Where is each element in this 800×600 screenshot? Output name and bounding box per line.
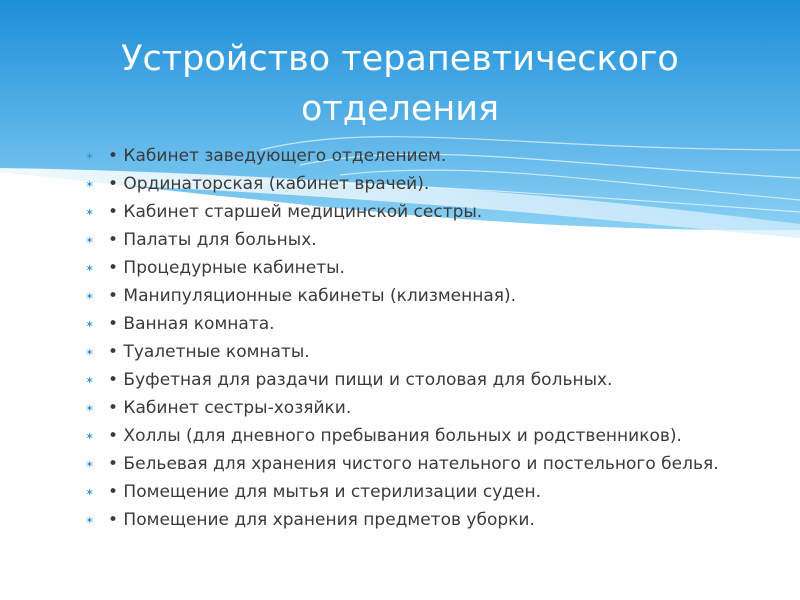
- list-item-text: • Ванная комната.: [108, 314, 275, 334]
- list-item-text: • Манипуляционные кабинеты (клизменная).: [108, 286, 517, 306]
- star-icon: ✶: [85, 206, 95, 219]
- list-item-text: • Кабинет старшей медицинской сестры.: [108, 202, 483, 222]
- star-icon: ✶: [85, 178, 95, 191]
- list-item: [82, 424, 762, 449]
- star-icon: ✶: [85, 262, 95, 275]
- list-item: [82, 312, 762, 337]
- list-item-text: • Палаты для больных.: [108, 230, 317, 250]
- star-icon: ✶: [85, 430, 95, 443]
- list-item-text: • Процедурные кабинеты.: [108, 258, 345, 278]
- star-icon: ✶: [85, 486, 95, 499]
- list-item: [82, 340, 762, 365]
- bullet-list: [82, 144, 762, 536]
- list-item: [82, 452, 762, 477]
- star-icon: ✶: [85, 458, 95, 471]
- list-item: [82, 200, 762, 225]
- star-icon: ✶: [85, 290, 95, 303]
- list-item-text: • Кабинет сестры-хозяйки.: [108, 398, 352, 418]
- list-item: [82, 480, 762, 505]
- star-icon: ✶: [85, 150, 95, 163]
- list-item: [82, 368, 762, 393]
- star-icon: ✶: [85, 318, 95, 331]
- list-item-text: • Помещение для мытья и стерилизации суден.: [108, 482, 542, 502]
- star-icon: ✶: [85, 234, 95, 247]
- list-item: [82, 172, 762, 197]
- list-item: [82, 508, 762, 533]
- star-icon: ✶: [85, 402, 95, 415]
- slide-title: Устройство терапевтического отделения: [121, 39, 679, 129]
- list-item-text: • Ординаторская (кабинет врачей).: [108, 174, 430, 194]
- list-item-text: • Холлы (для дневного пребывания больных и родственников).: [108, 426, 682, 446]
- list-item: [82, 284, 762, 309]
- list-item-text: • Буфетная для раздачи пищи и столовая для больных.: [108, 370, 613, 390]
- list-item: [82, 256, 762, 281]
- list-item-text: • Помещение для хранения предметов уборки.: [108, 510, 535, 530]
- star-icon: ✶: [85, 374, 95, 387]
- list-item: [82, 144, 762, 169]
- list-item-text: • Кабинет заведующего отделением.: [108, 146, 447, 166]
- list-item: [82, 228, 762, 253]
- star-icon: ✶: [85, 514, 95, 527]
- star-icon: ✶: [85, 346, 95, 359]
- list-item-text: • Туалетные комнаты.: [108, 342, 310, 362]
- list-item: [82, 396, 762, 421]
- list-item-text: • Бельевая для хранения чистого нательного и постельного белья.: [108, 454, 719, 474]
